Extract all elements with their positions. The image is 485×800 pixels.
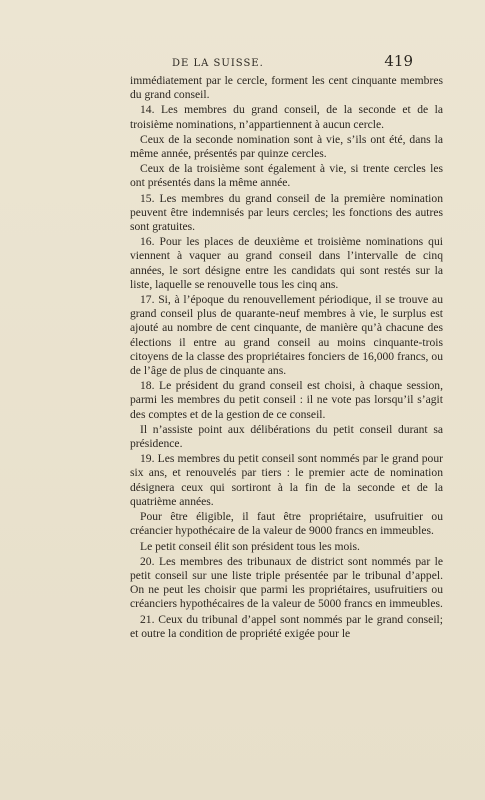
paragraph: 17. Si, à l’époque du renouvellement périodique, il se trouve au grand conseil plus de quarante-neuf membres à vie, le surplus est ajouté au nombre de cent cinquante, de manière qu’à chacune des élections il entre au grand conseil au moins cinquante-trois citoyens de la classe des propriétaires fonciers de 16,000 francs, ou de l’âge de plus de cinquante ans. [130,293,443,378]
paragraph: Ceux de la troisième sont également à vie, si trente cercles les ont présentés dans la même année. [130,162,443,190]
paragraph: 21. Ceux du tribunal d’appel sont nommés par le grand conseil; et outre la condition de propriété exigée pour le [130,612,443,640]
paragraph: 15. Les membres du grand conseil de la première nomination peuvent être indemnisés par leurs cercles; les fonctions des autres sont gratuites. [130,191,443,234]
running-title: DE LA SUISSE. [172,58,264,69]
paragraph: 19. Les membres du petit conseil sont nommés par le grand pour six ans, et renouvelés par tiers : le premier acte de nomination désignera ceux qui sortiront à la fin de la seconde et de la quatrième années. [130,452,443,508]
paragraph: 14. Les membres du grand conseil, de la seconde et de la troisième nominations, n’appartiennent à aucun cercle. [130,103,443,131]
paragraph: Ceux de la seconde nomination sont à vie, s’ils ont été, dans la même année, présentés par quinze cercles. [130,132,443,161]
body-text [130,74,443,642]
paragraph: 18. Le président du grand conseil est choisi, à chaque session, parmi les membres du petit conseil : il ne vote pas lorsqu’il s’agit des comptes et de la gestion de ce conseil. [130,379,443,421]
paragraph: 20. Les membres des tribunaux de district sont nommés par le petit conseil sur une liste triple présentée par le tribunal d’appel. On ne peut les choisir que parmi les propriétaires, usufruitiers ou créanciers hypothécaires de la valeur de 5000 francs en immeubles. [130,554,443,611]
paragraph: Il n’assiste point aux délibérations du petit conseil durant sa présidence. [130,422,443,451]
page-number: 419 [384,52,413,70]
paragraph: Pour être éligible, il faut être propriétaire, usufruitier ou créancier hypothécaire de la valeur de 9000 francs en immeubles. [130,510,443,538]
paragraph: 16. Pour les places de deuxième et troisième nominations qui viennent à vaquer au grand conseil dans l’intervalle de cinq années, le sort désigne entre les candidats qui sont restés sur la liste, laquelle se renouvelle tous les cinq ans. [130,235,443,291]
paragraph: immédiatement par le cercle, forment les cent cinquante membres du grand conseil. [130,74,443,102]
paragraph: Le petit conseil élit son président tous les mois. [140,539,360,553]
